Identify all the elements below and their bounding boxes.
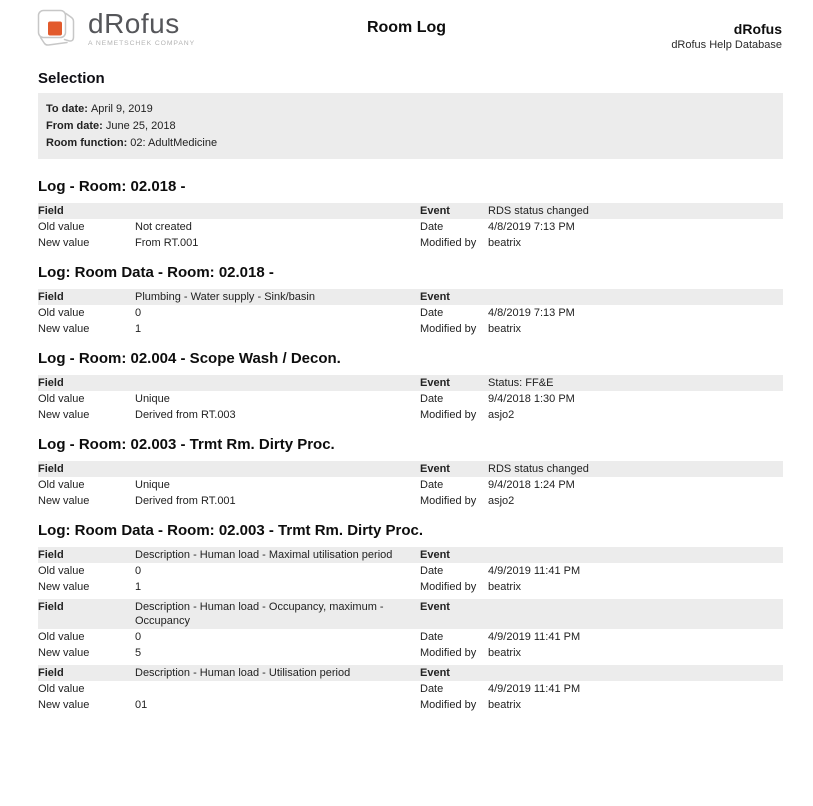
old-value: 0 xyxy=(135,307,142,319)
old-value-row xyxy=(38,305,783,321)
log-section xyxy=(38,437,783,509)
new-value-label: New value xyxy=(38,647,90,659)
new-value-row xyxy=(38,235,783,251)
old-value-label: Old value xyxy=(38,393,85,405)
event-value xyxy=(488,599,783,629)
field-label: Field xyxy=(38,599,135,629)
date-value: 4/8/2019 7:13 PM xyxy=(488,221,575,233)
new-value-label: New value xyxy=(38,581,90,593)
event-value: Status: FF&E xyxy=(488,375,783,391)
section-entries xyxy=(38,547,783,713)
date-value: 4/9/2019 11:41 PM xyxy=(488,631,581,643)
new-value: Derived from RT.003 xyxy=(135,409,236,421)
field-value: Description - Human load - Utilisation period xyxy=(135,665,420,681)
modified-by-value: beatrix xyxy=(488,237,522,249)
old-value: Unique xyxy=(135,393,170,405)
old-value: 0 xyxy=(135,631,142,643)
field-value xyxy=(135,375,420,391)
log-sections xyxy=(38,179,783,713)
field-value xyxy=(135,461,420,477)
old-value: Not created xyxy=(135,221,192,233)
entry-header-row xyxy=(38,289,783,305)
new-value: 1 xyxy=(135,581,142,593)
event-label: Event xyxy=(420,375,488,391)
date-label: Date xyxy=(420,631,444,643)
date-label: Date xyxy=(420,479,444,491)
field-label: Field xyxy=(38,665,135,681)
new-value: 5 xyxy=(135,647,142,659)
entry-header-row xyxy=(38,665,783,681)
selection-item-value: June 25, 2018 xyxy=(105,120,176,132)
date-label: Date xyxy=(420,221,444,233)
selection-item-value: April 9, 2019 xyxy=(90,103,153,115)
old-value-label: Old value xyxy=(38,307,85,319)
log-entry-table xyxy=(38,461,783,509)
event-value xyxy=(488,665,783,681)
field-label: Field xyxy=(38,461,135,477)
selection-item xyxy=(46,118,775,135)
modified-by-label: Modified by xyxy=(420,495,477,507)
old-value-label: Old value xyxy=(38,221,85,233)
report-header xyxy=(0,0,813,56)
log-section xyxy=(38,523,783,713)
log-section xyxy=(38,179,783,251)
modified-by-value: asjo2 xyxy=(488,409,515,421)
new-value-label: New value xyxy=(38,495,90,507)
section-entries xyxy=(38,375,783,423)
new-value-label: New value xyxy=(38,699,90,711)
modified-by-value: asjo2 xyxy=(488,495,515,507)
logo-tagline-text: A NEMETSCHEK COMPANY xyxy=(88,40,196,47)
new-value: 01 xyxy=(135,699,148,711)
date-label: Date xyxy=(420,683,444,695)
header-right-block xyxy=(671,21,782,52)
log-entry-table xyxy=(38,599,783,661)
new-value: 1 xyxy=(135,323,142,335)
section-entries xyxy=(38,289,783,337)
selection-item-label: Room function: xyxy=(46,137,128,149)
new-value: Derived from RT.001 xyxy=(135,495,236,507)
entry-header-row xyxy=(38,547,783,563)
entry-header-row xyxy=(38,375,783,391)
event-value: RDS status changed xyxy=(488,203,783,219)
old-value xyxy=(135,681,420,697)
entry-header-row xyxy=(38,599,783,629)
report-title: Room Log xyxy=(366,19,447,36)
old-value-row xyxy=(38,391,783,407)
old-value-row xyxy=(38,629,783,645)
log-entry-table xyxy=(38,547,783,595)
date-label: Date xyxy=(420,307,444,319)
event-value xyxy=(488,289,783,305)
old-value-label: Old value xyxy=(38,565,85,577)
old-value-row xyxy=(38,219,783,235)
new-value-row xyxy=(38,645,783,661)
log-entry-table xyxy=(38,289,783,337)
selection-item-label: To date: xyxy=(46,103,88,115)
field-value xyxy=(135,203,420,219)
field-label: Field xyxy=(38,289,135,305)
modified-by-value: beatrix xyxy=(488,647,522,659)
selection-item xyxy=(46,135,775,152)
event-label: Event xyxy=(420,203,488,219)
entry-header-row xyxy=(38,461,783,477)
old-value: 0 xyxy=(135,565,142,577)
log-entry-table xyxy=(38,203,783,251)
old-value-row xyxy=(38,681,783,697)
old-value-label: Old value xyxy=(38,683,85,695)
field-value: Description - Human load - Maximal utilisation period xyxy=(135,547,420,563)
event-value xyxy=(488,547,783,563)
section-heading: Log: Room Data - Room: 02.018 - xyxy=(38,264,274,281)
section-heading: Log - Room: 02.004 - Scope Wash / Decon. xyxy=(38,350,341,367)
selection-item-value: 02: AdultMedicine xyxy=(130,137,218,149)
event-label: Event xyxy=(420,599,488,629)
modified-by-value: beatrix xyxy=(488,581,522,593)
entry-header-row xyxy=(38,203,783,219)
old-value: Unique xyxy=(135,479,170,491)
report-body xyxy=(0,71,813,713)
date-value: 4/8/2019 7:13 PM xyxy=(488,307,575,319)
date-value: 9/4/2018 1:30 PM xyxy=(488,393,575,405)
logo-brand-text: dRofus xyxy=(88,8,180,39)
modified-by-label: Modified by xyxy=(420,323,477,335)
old-value-label: Old value xyxy=(38,479,85,491)
database-name: dRofus Help Database xyxy=(671,39,782,51)
section-heading: Log - Room: 02.003 - Trmt Rm. Dirty Proc. xyxy=(38,436,335,453)
date-value: 4/9/2019 11:41 PM xyxy=(488,565,581,577)
selection-item-label: From date: xyxy=(46,120,103,132)
modified-by-label: Modified by xyxy=(420,647,477,659)
new-value-label: New value xyxy=(38,409,90,421)
field-label: Field xyxy=(38,203,135,219)
event-label: Event xyxy=(420,461,488,477)
old-value-row xyxy=(38,477,783,493)
log-entry-table xyxy=(38,665,783,713)
event-value: RDS status changed xyxy=(488,461,783,477)
selection-item xyxy=(46,101,775,118)
section-entries xyxy=(38,461,783,509)
old-value-label: Old value xyxy=(38,631,85,643)
date-value: 9/4/2018 1:24 PM xyxy=(488,479,575,491)
modified-by-label: Modified by xyxy=(420,409,477,421)
section-heading: Log - Room: 02.018 - xyxy=(38,178,186,195)
field-value: Plumbing - Water supply - Sink/basin xyxy=(135,289,420,305)
modified-by-label: Modified by xyxy=(420,237,477,249)
project-name: dRofus xyxy=(733,21,782,37)
new-value-label: New value xyxy=(38,237,90,249)
modified-by-value: beatrix xyxy=(488,699,522,711)
date-label: Date xyxy=(420,565,444,577)
section-entries xyxy=(38,203,783,251)
date-value: 4/9/2019 11:41 PM xyxy=(488,683,581,695)
new-value-row xyxy=(38,407,783,423)
event-label: Event xyxy=(420,289,488,305)
new-value-row xyxy=(38,493,783,509)
field-label: Field xyxy=(38,375,135,391)
new-value-row xyxy=(38,321,783,337)
event-label: Event xyxy=(420,665,488,681)
modified-by-value: beatrix xyxy=(488,323,522,335)
event-label: Event xyxy=(420,547,488,563)
field-label: Field xyxy=(38,547,135,563)
section-heading: Log: Room Data - Room: 02.003 - Trmt Rm. Dirty Proc. xyxy=(38,522,424,539)
log-section xyxy=(38,351,783,423)
new-value-row xyxy=(38,579,783,595)
modified-by-label: Modified by xyxy=(420,699,477,711)
field-value: Description - Human load - Occupancy, maximum - Occupancy xyxy=(135,599,420,629)
new-value-row xyxy=(38,697,783,713)
modified-by-label: Modified by xyxy=(420,581,477,593)
old-value-row xyxy=(38,563,783,579)
log-entry-table xyxy=(38,375,783,423)
new-value: From RT.001 xyxy=(135,237,199,249)
new-value-label: New value xyxy=(38,323,90,335)
log-section xyxy=(38,265,783,337)
selection-box xyxy=(38,93,783,159)
selection-heading: Selection xyxy=(38,70,105,87)
date-label: Date xyxy=(420,393,444,405)
